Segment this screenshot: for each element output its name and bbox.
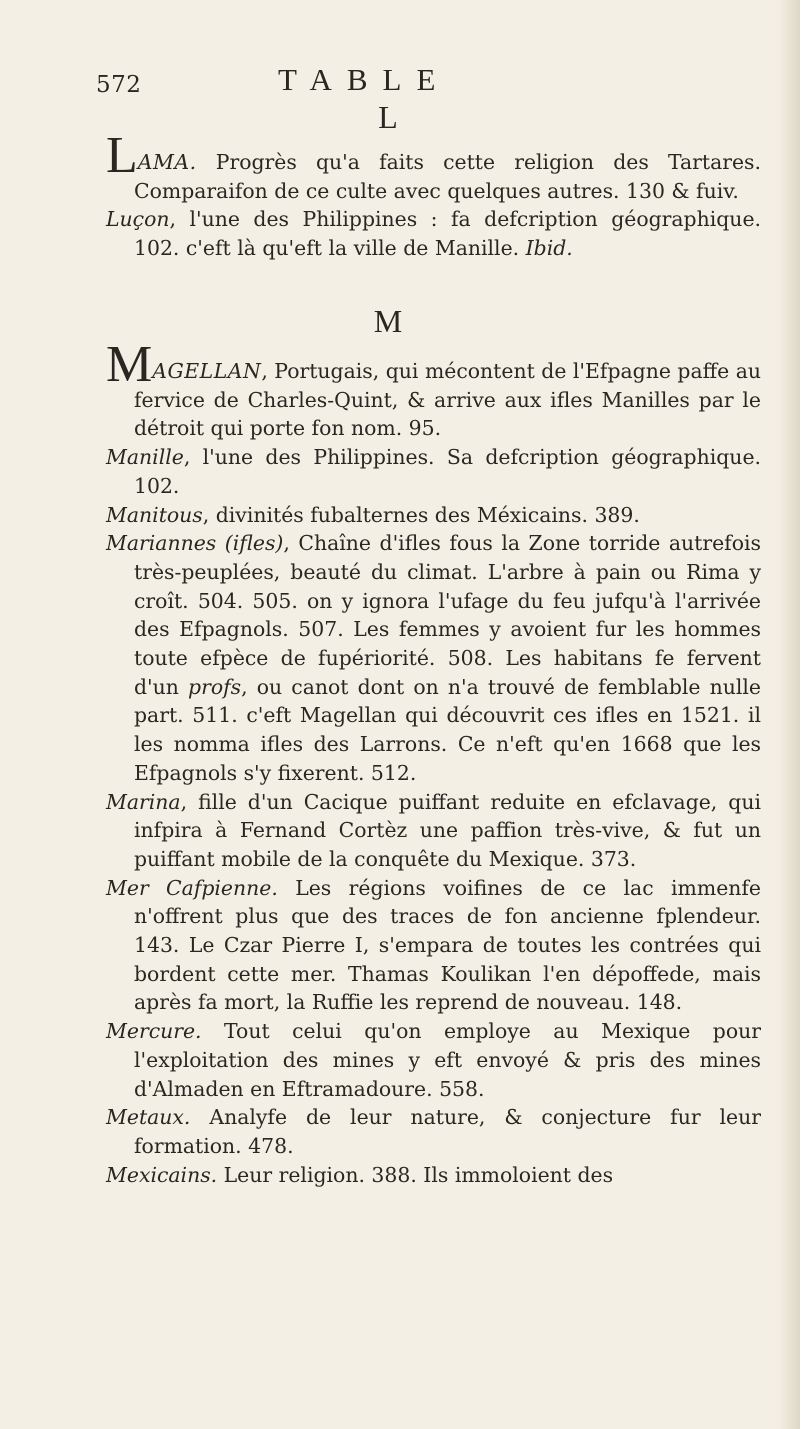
entry-text: , Chaîne d'ifles fous la Zone torride autrefois très-peuplées, beauté du climat. L'arbre à pain ou Rima y croît. 504. 505. on y ignora l'ufage du feu jufqu'à l'arrivée des Efpagnols. 507. Les femmes y avoient fur les hommes toute efpèce de fupériorité. 508. Les habitans fe fervent d'un (134, 531, 761, 699)
entry-headword: AGELLAN (152, 359, 262, 383)
index-entry-magellan (106, 336, 761, 443)
entry-text: , l'une des Philippines. Sa defcription géographique. 102. (134, 445, 761, 498)
entry-text-continued: , ou canot dont on n'a trouvé de femblable nulle part. 511. c'eft Magellan qui découvrit ces ifles en 1521. il les nomma ifles des Larrons. Ce n'eft qu'en 1668 que les Efpagnols s'y fixerent. 512. (134, 674, 761, 785)
page-edge-shadow (778, 0, 800, 1429)
entry-headword: AMA. (137, 150, 197, 174)
entry-headword: Mercure. (106, 1019, 202, 1044)
index-entry-lama (106, 127, 761, 205)
entry-text: , divinités fubalternes des Méxicains. 389. (202, 502, 640, 527)
drop-initial: M (106, 336, 153, 393)
drop-initial: L (106, 127, 138, 184)
section-letter-l: L (378, 99, 398, 135)
entry-inline-italic: profs (188, 674, 242, 699)
index-entry-mexicains (106, 1161, 761, 1190)
section-letter-m: M (373, 303, 403, 339)
entry-headword: Luçon (106, 207, 170, 232)
entry-text: , fille d'un Cacique puiffant reduite en efclavage, qui infpira à Fernand Cortèz une paffion très-vive, & fut un puiffant mobile de la conquête du Mexique. 373. (134, 789, 761, 871)
index-entry-manille (106, 443, 761, 500)
entry-headword: Metaux. (106, 1105, 191, 1130)
entry-headword: Manille (106, 445, 184, 470)
index-entry-mercure (106, 1017, 761, 1103)
index-entry-lucon (106, 205, 761, 262)
page-header (96, 62, 756, 102)
entry-text: Leur religion. 388. Ils immoloient des (217, 1162, 614, 1187)
running-title: TABLE (278, 62, 451, 97)
entry-text: Progrès qu'a faits cette religion des Tartares. Comparaifon de ce culte avec quelques autres. 130 & fuiv. (134, 150, 761, 203)
section-l-entries (106, 127, 761, 263)
entry-text: Les régions voifines de ce lac immenfe n'offrent plus que des traces de fon ancienne fplendeur. 143. Le Czar Pierre I, s'empara de toutes les contrées qui bordent cette mer. Thamas Koulikan l'en dépoffede, mais après fa mort, la Ruffie les reprend de nouveau. 148. (134, 875, 762, 1015)
entry-headword: Manitous (106, 502, 203, 527)
section-m-entries (106, 336, 762, 1189)
entry-reference: Ibid. (525, 236, 573, 261)
page-number: 572 (96, 72, 142, 98)
entry-headword: Marina (106, 789, 181, 814)
entry-headword: Mer Cafpienne. (106, 875, 278, 900)
entry-text: , Portugais, qui mécontent de l'Efpagne paffe au fervice de Charles-Quint, & arrive aux ifles Manilles par le détroit qui porte fon nom. 95. (134, 359, 761, 441)
index-entry-metaux (106, 1103, 761, 1160)
index-entry-marina (106, 788, 761, 874)
index-entry-mariannes (106, 529, 761, 787)
index-entry-manitous (106, 501, 761, 530)
entry-text: Tout celui qu'on employe au Mexique pour l'exploitation des mines y eft envoyé & pris des mines d'Almaden en Eftramadoure. 558. (134, 1019, 761, 1101)
entry-text: , l'une des Philippines : fa defcription géographique. 102. c'eft là qu'eft la ville de Manille. (134, 207, 761, 261)
index-entry-mer-caspienne (106, 874, 761, 1018)
entry-headword: Mariannes (ifles) (106, 531, 284, 556)
entry-text: Analyfe de leur nature, & conjecture fur leur formation. 478. (134, 1105, 761, 1158)
entry-headword: Mexicains. (106, 1162, 218, 1187)
